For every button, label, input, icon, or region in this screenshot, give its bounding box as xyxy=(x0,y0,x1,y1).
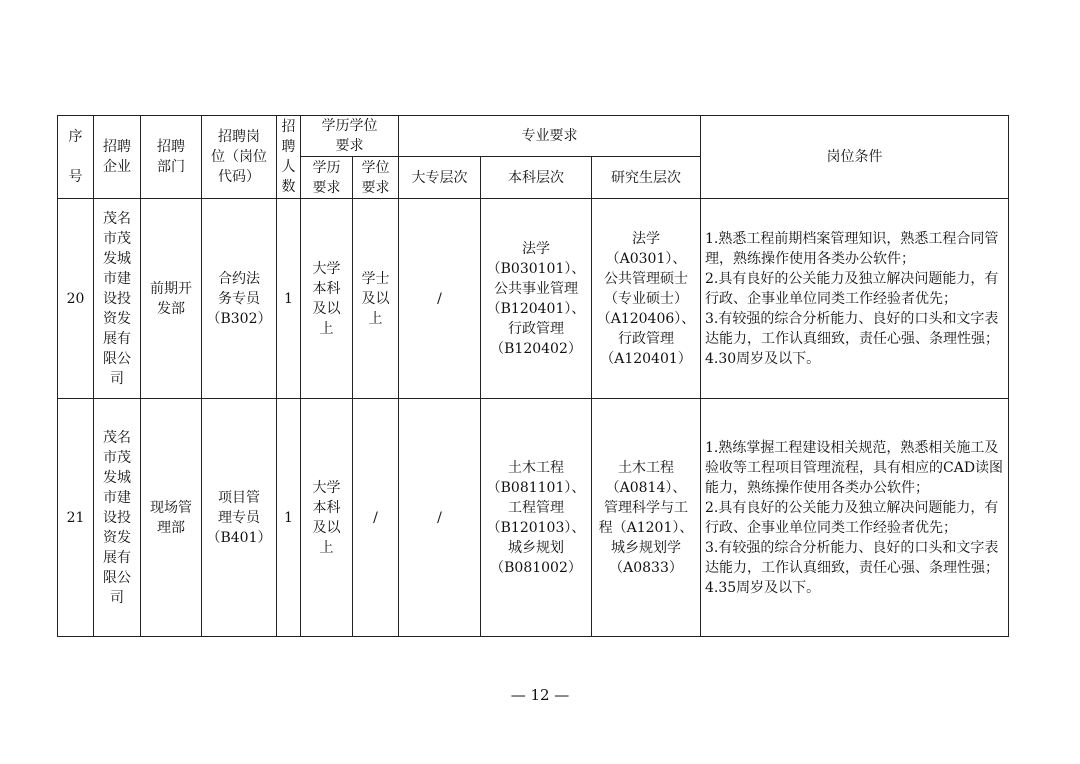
table-row xyxy=(58,199,1009,399)
row-company: 茂名 市茂 发城 市建 设投 资发 展有 限公 司 xyxy=(94,399,141,637)
row-conditions: 1.熟悉工程前期档案管理知识，熟悉工程合同管理，熟练操作使用各类办公软件； 2.具有良好的公关能力及独立解决问题能力，有行政、企事业单位同类工作经验者优先； 3.有较强的综合分析能力、良好的口头和文字表达能力，工作认真细致，责任心强、条理性强； 4.30周岁及以下。 xyxy=(701,199,1009,399)
row-graduate: 法学（A0301）、 公共管理硕士 （专业硕士） （A120406）、 行政管理 （A120401） xyxy=(592,199,701,399)
row-company: 茂名 市茂 发城 市建 设投 资发 展有 限公 司 xyxy=(94,199,141,399)
header-dept: 招聘 部门 xyxy=(141,116,202,199)
header-row-1 xyxy=(58,116,1009,157)
header-edu-group: 学历学位 要求 xyxy=(301,116,399,157)
header-graduate: 研究生层次 xyxy=(592,157,701,199)
row-position: 项目管 理专员 （B401） xyxy=(202,399,277,637)
row-edu: 大学 本科 及以 上 xyxy=(301,399,353,637)
row-count: 1 xyxy=(277,399,301,637)
header-edu: 学历 要求 xyxy=(301,157,353,199)
row-bachelor: 土木工程 （B081101）、 工程管理 （B120103）、 城乡规划 （B081002） xyxy=(481,399,592,637)
table-row xyxy=(58,399,1009,637)
recruitment-table xyxy=(57,115,1009,637)
row-count: 1 xyxy=(277,199,301,399)
header-conditions: 岗位条件 xyxy=(701,116,1009,199)
row-seq: 21 xyxy=(58,399,94,637)
row-bachelor: 法学 （B030101）、 公共事业管理 （B120401）、 行政管理 （B120402） xyxy=(481,199,592,399)
header-position: 招聘岗 位（岗位 代码） xyxy=(202,116,277,199)
row-college: / xyxy=(399,199,481,399)
row-seq: 20 xyxy=(58,199,94,399)
row-dept: 前期开 发部 xyxy=(141,199,202,399)
header-company: 招聘 企业 xyxy=(94,116,141,199)
row-dept: 现场管 理部 xyxy=(141,399,202,637)
row-graduate: 土木工程 （A0814）、 管理科学与工 程（A1201）、 城乡规划学 （A0833） xyxy=(592,399,701,637)
row-conditions: 1.熟练掌握工程建设相关规范，熟悉相关施工及验收等工程项目管理流程，具有相应的CAD读图能力，熟练操作使用各类办公软件； 2.具有良好的公关能力及独立解决问题能力，有行政、企事业单位同类工作经验者优先； 3.有较强的综合分析能力、良好的口头和文字表达能力，工作认真细致，责任心强、条理性强； 4.35周岁及以下。 xyxy=(701,399,1009,637)
row-position: 合约法 务专员 （B302） xyxy=(202,199,277,399)
header-major-group: 专业要求 xyxy=(399,116,701,157)
row-degree: / xyxy=(353,399,399,637)
header-seq: 序 号 xyxy=(58,116,94,199)
header-bachelor: 本科层次 xyxy=(481,157,592,199)
row-degree: 学士 及以 上 xyxy=(353,199,399,399)
header-count: 招 聘 人 数 xyxy=(277,116,301,199)
row-college: / xyxy=(399,399,481,637)
row-edu: 大学 本科 及以 上 xyxy=(301,199,353,399)
header-degree: 学位 要求 xyxy=(353,157,399,199)
header-college: 大专层次 xyxy=(399,157,481,199)
page-number: — 12 — xyxy=(510,686,570,704)
